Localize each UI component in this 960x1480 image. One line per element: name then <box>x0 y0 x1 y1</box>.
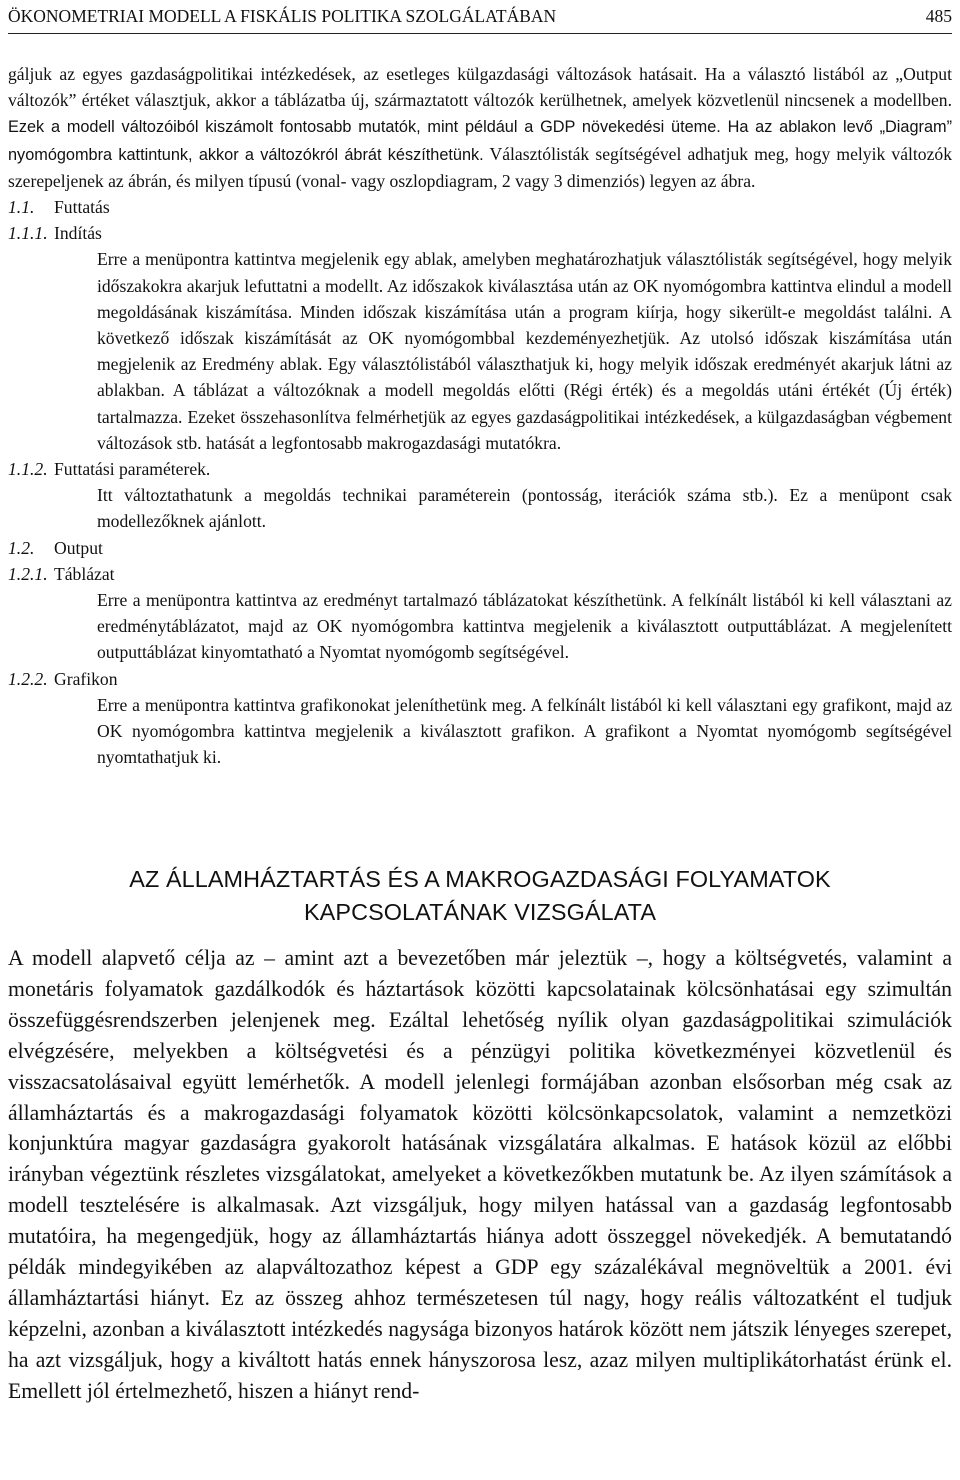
header-title: ÖKONOMETRIAI MODELL A FISKÁLIS POLITIKA SZOLGÁLATÁBAN <box>8 6 557 26</box>
heading-title: Futtatás <box>54 197 110 218</box>
heading-title: Táblázat <box>54 563 115 584</box>
heading-title: Futtatási paraméterek. <box>54 459 211 480</box>
paragraph-futtatasi-parameterek: Itt változtathatunk a megoldás technikai paraméterein (pontosság, iterációk száma stb.). Ez a menüpont csak modellezőknek ajánlott. <box>97 485 952 532</box>
intro-text <box>8 943 952 1407</box>
heading-number: 1.2.1. <box>8 563 48 584</box>
intro-paragraph: A modell alapvető célja az – amint azt a bevezetőben már jeleztük –, hogy a költségvetés, valamint a monetáris folyamatok gazdálkodók és háztartások közötti kapcsolatainak kölcsönhatásai egy szimultán összefüggésrendszerben jelenjenek meg. Ezáltal lehetőség nyílik olyan gazdaságpolitikai szimulációk elvégzésére, melyekben a költségvetési és a pénzügyi politika következményei közvetlenül és visszacsatolásaival együtt lemérhetők. A modell jelenlegi formájában azonban elsősorban még csak az államháztartás és a makrogazdasági folyamatok közötti kölcsönkapcsolatok, valamint a nemzetközi konjunktúra magyar gazdaságra gyakorolt hatásának vizsgálatára alkalmas. E hatások közül az előbbi irányban végeztünk részletes vizsgálatokat, amelyeket a következőkben mutatunk be. Az ilyen számítások a modell tesztelésére is alkalmasak. Azt vizsgáljuk, hogy milyen hatással van a gazdaság legfontosabb mutatóira, ha megengedjük, hogy az államháztartás hiánya adott összeggel növekedjék. A bemutatandó példák mindegyikében az alapváltozathoz képest a GDP egy százalékával megnöveltük a 2001. évi államháztartási hiányt. Ez az összeg ahhoz természetesen túl nagy, hogy reális változatként el tudjuk képzelni, azonban a kiválasztott intézkedés nagysága bizonyos határok között nem játszik lényeges szerepet, ha azt vizsgáljuk, hogy a kiváltott hatás ennek hányszorosa lesz, azaz milyen multiplikátorhatást érünk el. Emellett jól értelmezhető, hiszen a hiányt rend- <box>8 946 952 1403</box>
heading-number: 1.1. <box>8 197 35 218</box>
text-run: Választólisták segítségével adhatjuk meg, hogy melyik változók szerepeljenek az ábrán, és milyen típusú (vonal- vagy oszlopdiagram, 2 vagy 3 dimenziós) legyen az ábra. <box>8 143 953 191</box>
page-number: 485 <box>925 6 952 26</box>
paragraph <box>8 61 952 194</box>
heading-number: 1.1.2. <box>8 459 48 480</box>
heading-title: Output <box>54 537 103 558</box>
subheading-1-2-2 <box>8 666 952 692</box>
subheading-1-1-1 <box>8 220 952 246</box>
paragraph-tablazat: Erre a menüpontra kattintva az eredményt tartalmazó táblázatokat készíthetünk. A felkínált listából ki kell választani az eredménytáblázatot, majd az OK nyomógombra kattintva megjelenik a kiválasztott outputtáblázat. A megjelenített outputtáblázat kinyomtatható a Nyomtat nyomógomb segítségével. <box>97 590 952 663</box>
heading-number: 1.2. <box>8 537 35 558</box>
subheading-1-2 <box>8 535 952 561</box>
text-run-sans: Ezek a modell változóiból kiszámolt fontosabb mutatók, mint például a GDP növekedési üteme. Ha az ablakon levő „Diagram” nyomógombra kattintunk, akkor a változókról ábrát készíthetünk. <box>8 118 952 164</box>
body-text <box>8 61 952 770</box>
text-run: gáljuk az egyes gazdaságpolitikai intézkedések, az esetleges külgazdasági változások hatásait. Ha a választó listából az „Output változók” értéket választjuk, akkor a táblázatba új, származtatott változók kerülhetnek, amelyek közvetlenül nincsenek a modellben. <box>8 64 952 111</box>
subheading-1-1-2 <box>8 456 952 482</box>
section-title <box>8 863 952 929</box>
subheading-1-1 <box>8 194 952 220</box>
paragraph-grafikon: Erre a menüpontra kattintva grafikonokat jeleníthetünk meg. A felkínált listából ki kell választani egy grafikont, majd az OK nyomógombra kattintva megjelenik a kiválasztott grafikon. A grafikont a Nyomtat nyomógomb segítségével nyomtathatjuk ki. <box>97 694 952 768</box>
subheading-1-2-1 <box>8 561 952 587</box>
running-header <box>8 3 952 34</box>
section-title-line-1: AZ ÁLLAMHÁZTARTÁS ÉS A MAKROGAZDASÁGI FOLYAMATOK <box>129 866 831 892</box>
heading-number: 1.2.2. <box>8 668 48 689</box>
heading-title: Grafikon <box>54 668 118 689</box>
paragraph-inditas: Erre a menüpontra kattintva megjelenik egy ablak, amelyben meghatározhatjuk választólisták segítségével, hogy melyik időszakokra akarjuk lefuttatni a modellt. Az időszakok kiválasztása után az OK nyomógombra kattintva elindul a modell megoldásának kiszámítása. Minden időszak kiszámítása után a program kiírja, hogy sikerült-e megoldást találni. A következő időszak kiszámítását az OK nyomógombbal kezdeményezhetjük. Az utolsó időszak kiszámítása után megjelenik az Eredmény ablak. Egy választólistából választhatjuk ki, hogy melyik időszak eredményét akarjuk látni az ablakban. A táblázat a változóknak a modell megoldás előtti (Régi érték) és a megoldás utáni értékét (Új érték) tartalmazza. Ezeket összehasonlítva felmérhetjük az egyes gazdaságpolitikai intézkedések, a külgazdaságban végbement változások stb. hatását a legfontosabb makrogazdasági mutatókra. <box>97 249 952 453</box>
section-title-line-2: KAPCSOLATÁNAK VIZSGÁLATA <box>303 899 657 925</box>
heading-title: Indítás <box>54 223 102 244</box>
heading-number: 1.1.1. <box>8 223 48 244</box>
